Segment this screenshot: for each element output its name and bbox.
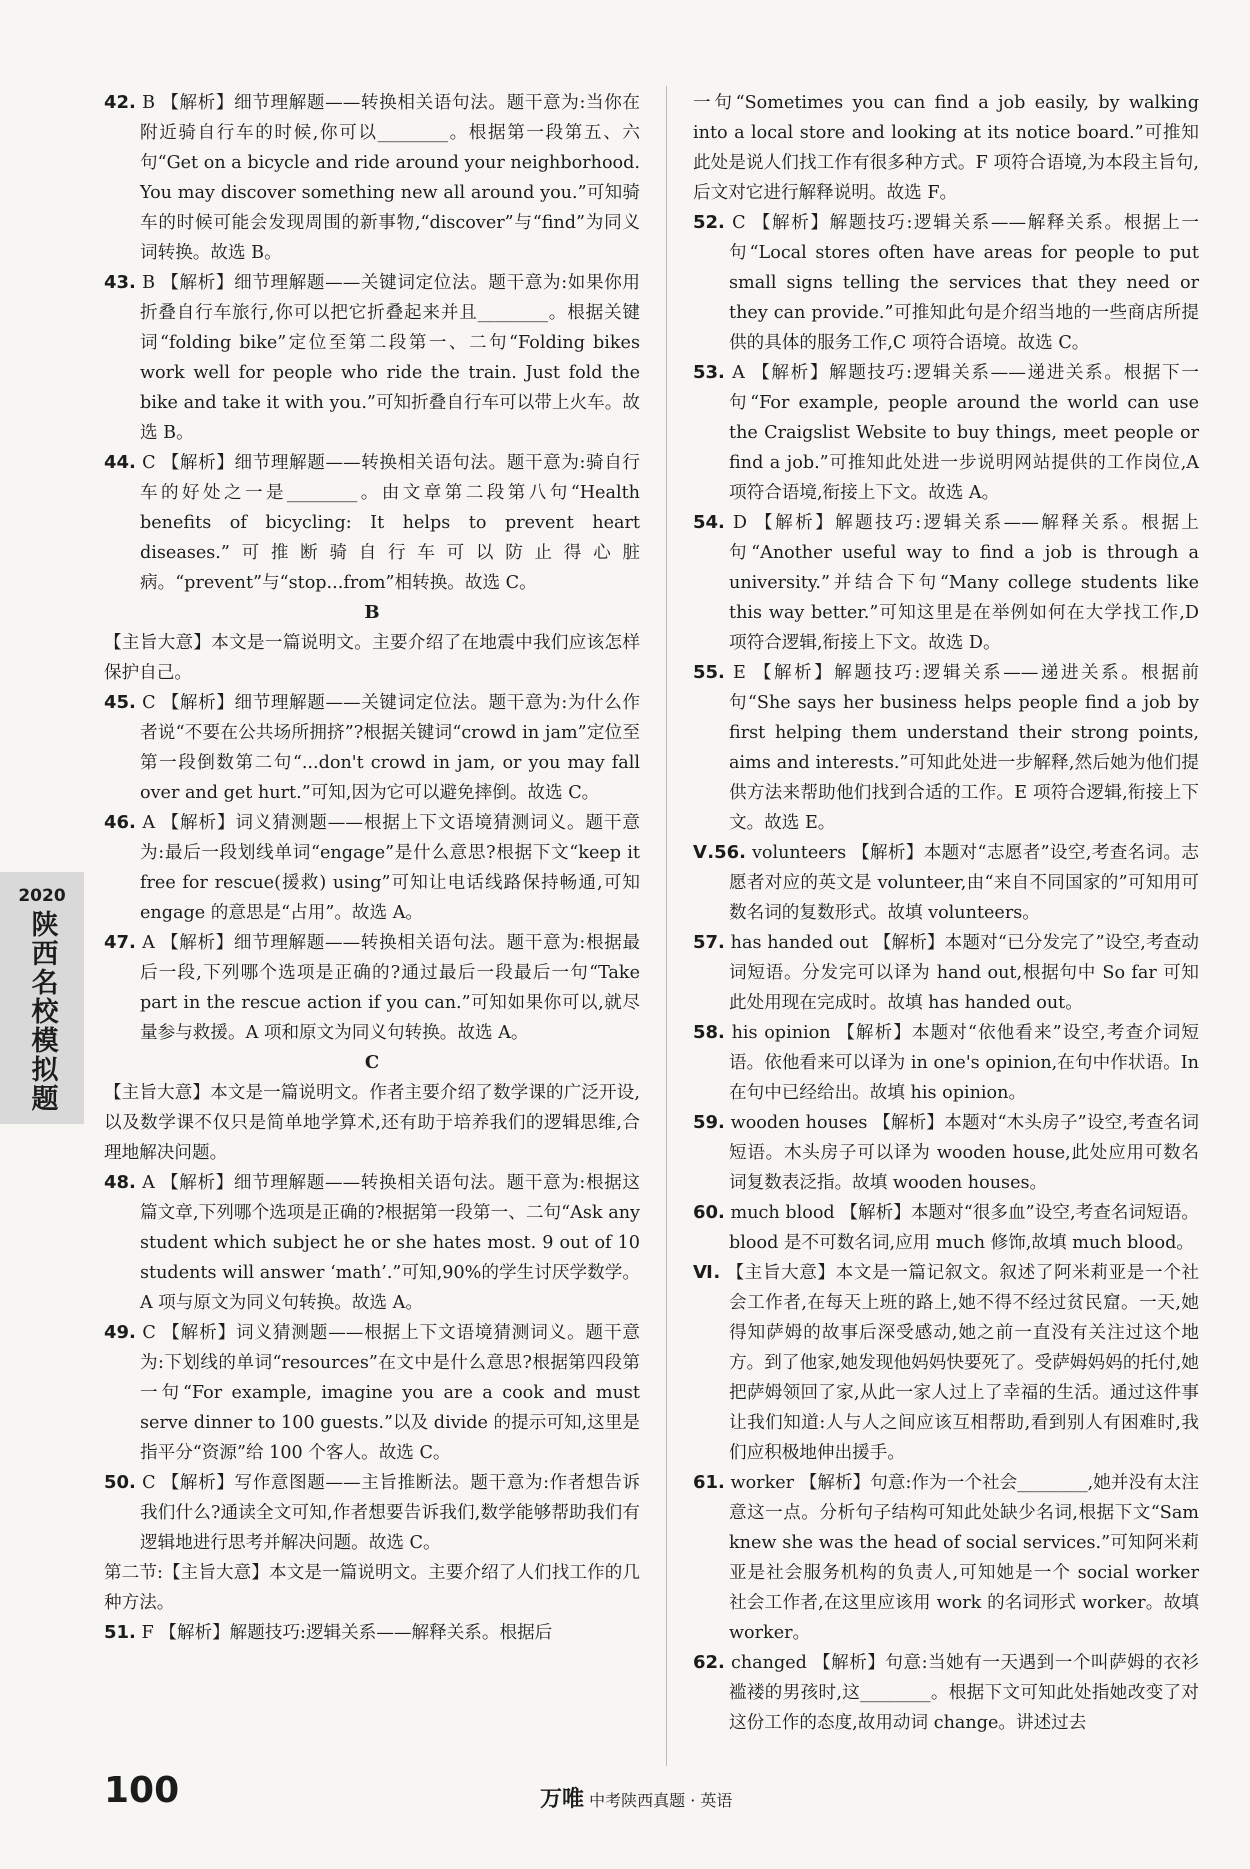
question-number: 47. <box>104 932 136 953</box>
answer-text: wooden houses 【解析】本题对“木头房子”设空,考查名词短语。木头房子可以译为 wooden house,此处应用可数名词复数表泛指。故填 wooden houses。 <box>729 1113 1199 1193</box>
column-divider <box>666 86 667 1766</box>
question-number: 61. <box>693 1472 725 1493</box>
answer-text: C 【解析】细节理解题——关键词定位法。题干意为:为什么作者说“不要在公共场所拥挤”?根据关键词“crowd in jam”定位至第一段倒数第二句“...don't crowd in jam, or you may fall over and get hurt.”可知,因为它可以避免摔倒。故选 C。 <box>140 693 641 803</box>
summary-paragraph: 【主旨大意】本文是一篇说明文。主要介绍了在地震中我们应该怎样保护自己。 <box>104 633 640 683</box>
answer-text: volunteers 【解析】本题对“志愿者”设空,考查名词。志愿者对应的英文是 volunteer,由“来自不同国家的”可知用可数名词的复数形式。故填 volunteers。 <box>729 843 1200 923</box>
summary-paragraph: 第二节:【主旨大意】本文是一篇说明文。主要介绍了人们找工作的几种方法。 <box>104 1563 640 1613</box>
answer-text: his opinion 【解析】本题对“依他看来”设空,考查介词短语。依他看来可以译为 in one's opinion,在句中作状语。In 在句中已经给出。故填 his opinion。 <box>729 1023 1199 1103</box>
answer-item <box>104 268 640 448</box>
answer-item <box>693 838 1199 928</box>
passage-heading: C <box>364 1052 380 1073</box>
answer-text: C 【解析】写作意图题——主旨推断法。题干意为:作者想告诉我们什么?通读全文可知,作者想要告诉我们,数学能够帮助我们有逻辑地进行思考并解决问题。故选 C。 <box>140 1473 641 1553</box>
answer-item <box>693 1468 1199 1648</box>
passage-heading: B <box>364 602 380 623</box>
answer-text: B 【解析】细节理解题——关键词定位法。题干意为:如果你用折叠自行车旅行,你可以把它折叠起来并且________。根据关键词“folding bike”定位至第二段第一、二句“Folding bikes work well for people who ride the train. Just fold the bike and take it with you.”可知折叠自行车可以带上火车。故选 B。 <box>140 273 641 443</box>
page-number: 100 <box>104 1770 180 1811</box>
answer-item <box>104 1618 640 1648</box>
footer-brand: 万唯 <box>540 1787 585 1812</box>
question-number: 42. <box>104 92 136 113</box>
answer-text: E 【解析】解题技巧:逻辑关系——递进关系。根据前句“She says her business helps people find a job by first helping them understand their strong points, aims and interests.”可知此处进一步解释,然后她为他们提供方法来帮助他们找到合适的工作。E 项符合逻辑,衔接上下文。故选 E。 <box>729 663 1199 833</box>
side-tab <box>0 872 84 1124</box>
summary-paragraph: 【主旨大意】本文是一篇说明文。作者主要介绍了数学课的广泛开设,以及数学课不仅只是简单地学算术,还有助于培养我们的逻辑思维,合理地解决问题。 <box>104 1083 640 1163</box>
answer-text: B 【解析】细节理解题——转换相关语句法。题干意为:当你在附近骑自行车的时候,你可以________。根据第一段第五、六句“Get on a bicycle and ride around your neighborhood. You may discover something new all around you.”可知骑车的时候可能会发现周围的新事物,“discover”与“find”为同义词转换。故选 B。 <box>140 93 641 263</box>
question-number: 62. <box>693 1652 725 1673</box>
answer-text: F 【解析】解题技巧:逻辑关系——解释关系。根据后 <box>141 1623 553 1643</box>
question-number: 49. <box>104 1322 136 1343</box>
answer-item <box>104 688 640 808</box>
answer-item <box>104 448 640 598</box>
question-number: Ⅴ.56. <box>693 842 746 863</box>
answer-text: A 【解析】词义猜测题——根据上下文语境猜测词义。题干意为:最后一段划线单词“engage”是什么意思?根据下文“keep it free for rescue(援救) using”可知让电话线路保持畅通,可知 engage 的意思是“占用”。故选 A。 <box>140 813 640 923</box>
answer-item <box>693 358 1199 508</box>
answer-item <box>693 1648 1199 1738</box>
answer-item <box>693 928 1199 1018</box>
question-number: 46. <box>104 812 136 833</box>
answer-text: A 【解析】细节理解题——转换相关语句法。题干意为:根据最后一段,下列哪个选项是正确的?通过最后一段最后一句“Take part in the rescue action if you can.”可知如果你可以,就尽量参与救援。A 项和原文为同义句转换。故选 A。 <box>140 933 640 1043</box>
answer-item <box>693 1258 1199 1468</box>
answer-item <box>693 1198 1199 1258</box>
question-number: 51. <box>104 1622 136 1643</box>
answer-text: worker 【解析】句意:作为一个社会________,她并没有太注意这一点。分析句子结构可知此处缺少名词,根据下文“Sam knew she was the head of social services.”可知阿米莉亚是社会服务机构的负责人,可知她是一个 social worker 社会工作者,在这里应该用 work 的名词形式 worker。故填 worker。 <box>729 1473 1199 1643</box>
answer-text: C 【解析】解题技巧:逻辑关系——解释关系。根据上一句“Local stores often have areas for people to put small signs telling the services that they need or they can provide.”可推知此句是介绍当地的一些商店所提供的具体的服务工作,C 项符合语境。故选 C。 <box>729 213 1200 353</box>
question-number: 60. <box>693 1202 725 1223</box>
question-number: 52. <box>693 212 725 233</box>
answer-text: C 【解析】词义猜测题——根据上下文语境猜测词义。题干意为:下划线的单词“resources”在文中是什么意思?根据第四段第一句“For example, imagine you are a cook and must serve dinner to 100 guests.”以及 divide 的提示可知,这里是指平分“资源”给 100 个客人。故选 C。 <box>140 1323 641 1463</box>
question-number: 55. <box>693 662 725 683</box>
answer-item <box>104 1468 640 1558</box>
answer-text: has handed out 【解析】本题对“已分发完了”设空,考查动词短语。分发完可以译为 hand out,根据句中 So far 可知此处用现在完成时。故填 has handed out。 <box>729 933 1199 1013</box>
question-number: 54. <box>693 512 725 533</box>
side-tab-year: 2020 <box>18 886 66 906</box>
question-number: 50. <box>104 1472 136 1493</box>
question-number: 58. <box>693 1022 725 1043</box>
question-number: 53. <box>693 362 725 383</box>
answer-item <box>693 1018 1199 1108</box>
answer-item <box>104 1168 640 1318</box>
question-number: 43. <box>104 272 136 293</box>
answer-item <box>104 1318 640 1468</box>
question-number: 45. <box>104 692 136 713</box>
answer-item <box>693 508 1199 658</box>
answer-text: much blood 【解析】本题对“很多血”设空,考查名词短语。blood 是不可数名词,应用 much 修饰,故填 much blood。 <box>729 1203 1199 1253</box>
answer-item <box>693 658 1199 838</box>
question-number: 57. <box>693 932 725 953</box>
question-number: 48. <box>104 1172 136 1193</box>
answer-text: C 【解析】细节理解题——转换相关语句法。题干意为:骑自行车的好处之一是________。由文章第二段第八句“Health benefits of bicycling: It helps to prevent heart diseases.”可推断骑自行车可以防止得心脏病。“prevent”与“stop...from”相转换。故选 C。 <box>140 453 641 593</box>
footer <box>540 1782 732 1813</box>
answer-text: D 【解析】解题技巧:逻辑关系——解释关系。根据上句“Another useful way to find a job is through a university.”并结合下句“Many college students like this way better.”可知这里是在举例如何在大学找工作,D 项符合逻辑,衔接上下文。故选 D。 <box>729 513 1199 653</box>
answer-text: A 【解析】解题技巧:逻辑关系——递进关系。根据下一句“For example, people around the world can use the Craigslist Website to buy things, meet people or find a job.”可推知此处进一步说明网站提供的工作岗位,A 项符合语境,衔接上下文。故选 A。 <box>729 363 1199 503</box>
answer-text: changed 【解析】句意:当她有一天遇到一个叫萨姆的衣衫褴褛的男孩时,这________。根据下文可知此处指她改变了对这份工作的态度,故用动词 change。讲述过去 <box>729 1653 1200 1733</box>
answer-item <box>693 208 1199 358</box>
side-tab-title: 陕西名校模拟题 <box>26 910 58 1113</box>
question-number: Ⅵ. <box>693 1262 721 1283</box>
question-number: 59. <box>693 1112 725 1133</box>
answer-item <box>693 1108 1199 1198</box>
question-number: 44. <box>104 452 136 473</box>
answer-item <box>104 88 640 268</box>
right-column <box>693 88 1199 1738</box>
answer-item <box>104 928 640 1048</box>
footer-text: 中考陕西真题 · 英语 <box>589 1791 733 1810</box>
answer-item <box>104 808 640 928</box>
answer-text: A 【解析】细节理解题——转换相关语句法。题干意为:根据这篇文章,下列哪个选项是正确的?根据第一段第一、二句“Ask any student which subject he or she hates most. 9 out of 10 students will answer ‘math’.”可知,90%的学生讨厌学数学。A 项与原文为同义句转换。故选 A。 <box>140 1173 640 1313</box>
answer-text: 【主旨大意】本文是一篇记叙文。叙述了阿米莉亚是一个社会工作者,在每天上班的路上,她不得不经过贫民窟。一天,她得知萨姆的故事后深受感动,她之前一直没有关注过这个地方。到了他家,她发现他妈妈快要死了。受萨姆妈妈的托付,她把萨姆领回了家,从此一家人过上了幸福的生活。通过这件事让我们知道:人与人之间应该互相帮助,看到别人有困难时,我们应积极地伸出援手。 <box>726 1263 1199 1463</box>
left-column <box>104 88 640 1648</box>
continued-text: 一句“Sometimes you can find a job easily, by walking into a local store and looking at its notice board.”可推知此处是说人们找工作有很多种方式。F 项符合语境,为本段主旨句,后文对它进行解释说明。故选 F。 <box>693 93 1199 203</box>
